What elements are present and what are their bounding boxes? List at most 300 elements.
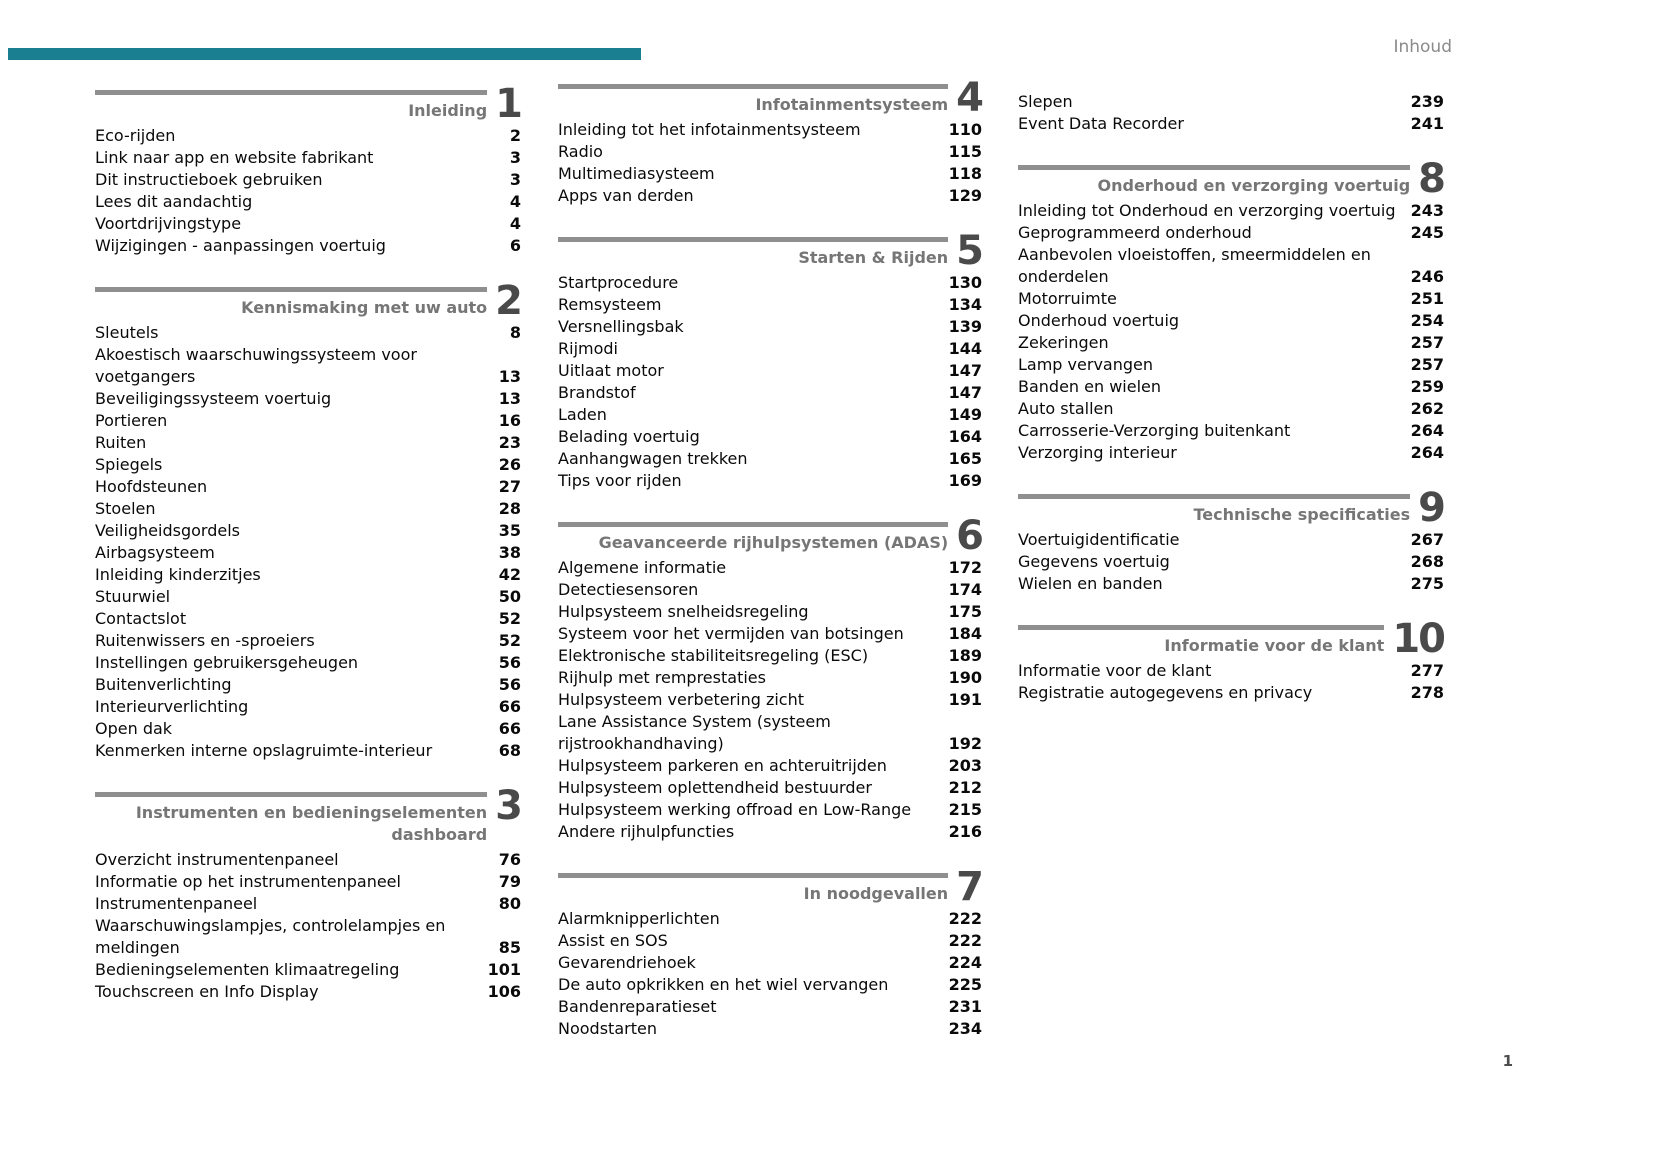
toc-entry <box>1018 113 1444 135</box>
toc-entry <box>558 404 982 426</box>
entry-label: Open dak <box>95 719 173 738</box>
section-header-left <box>95 792 487 846</box>
toc-entry <box>1018 332 1444 354</box>
entry-list <box>558 908 982 1040</box>
entry-page-number: 4 <box>509 192 521 211</box>
entry-page-number: 259 <box>1410 377 1444 396</box>
toc-entry <box>1018 660 1444 682</box>
entry-label: Rijhulp met remprestaties <box>558 668 766 687</box>
entry-label: Rijmodi <box>558 339 618 358</box>
toc-entry <box>558 711 982 755</box>
toc-entry <box>95 147 521 169</box>
section-title: In noodgevallen <box>803 884 949 903</box>
entry-label: Informatie voor de klant <box>1018 661 1212 680</box>
section-rule <box>95 90 487 95</box>
section-header-left <box>1018 165 1410 197</box>
entry-page-number: 192 <box>948 734 982 753</box>
toc-entry <box>558 141 982 163</box>
toc-entry <box>558 930 982 952</box>
entry-label: Detectiesensoren <box>558 580 699 599</box>
entry-page-number: 101 <box>487 960 521 979</box>
section-header-left <box>558 84 948 116</box>
page-header-label: Inhoud <box>1393 37 1452 57</box>
section-chapter-number: 4 <box>956 75 982 121</box>
entry-page-number: 277 <box>1410 661 1444 680</box>
entry-page-number: 134 <box>948 295 982 314</box>
section-chapter-number: 3 <box>495 783 521 829</box>
toc-entry <box>95 915 521 959</box>
entry-label: Hulpsysteem parkeren en achteruitrijden <box>558 756 887 775</box>
section-rule <box>1018 165 1410 170</box>
entry-page-number: 6 <box>509 236 521 255</box>
toc-entry <box>558 163 982 185</box>
toc-entry <box>558 689 982 711</box>
entry-label: Kenmerken interne opslagruimte-interieur <box>95 741 433 760</box>
section-header <box>558 864 982 910</box>
toc-entry <box>1018 682 1444 704</box>
section-header-left <box>558 873 948 905</box>
section-chapter-number: 5 <box>956 228 982 274</box>
entry-page-number: 42 <box>498 565 521 584</box>
entry-label: Belading voertuig <box>558 427 700 446</box>
toc-entry <box>95 213 521 235</box>
entry-label: Hulpsysteem werking offroad en Low-Range <box>558 800 912 819</box>
toc-entry <box>95 542 521 564</box>
entry-label: Link naar app en website fabrikant <box>95 148 374 167</box>
toc-section <box>1018 485 1444 595</box>
entry-label: Stuurwiel <box>95 587 171 606</box>
entry-label: Lees dit aandachtig <box>95 192 253 211</box>
entry-page-number: 231 <box>948 997 982 1016</box>
toc-entry <box>558 996 982 1018</box>
section-chapter-number: 2 <box>495 278 521 324</box>
section-rule <box>1018 494 1410 499</box>
toc-section-continuation <box>1018 91 1444 135</box>
entry-page-number: 191 <box>948 690 982 709</box>
toc-entry <box>1018 551 1444 573</box>
entry-page-number: 79 <box>498 872 521 891</box>
entry-label: Wijzigingen - aanpassingen voertuig <box>95 236 386 255</box>
toc-entry <box>95 893 521 915</box>
toc-entry <box>95 849 521 871</box>
toc-entry <box>1018 529 1444 551</box>
toc-entry <box>558 799 982 821</box>
toc-section <box>558 75 982 207</box>
toc-entry <box>95 388 521 410</box>
toc-entry <box>1018 310 1444 332</box>
toc-column <box>1018 88 1444 704</box>
entry-label: Voertuigidentificatie <box>1018 530 1180 549</box>
entry-page-number: 3 <box>509 170 521 189</box>
entry-label: Gevarendriehoek <box>558 953 696 972</box>
entry-page-number: 203 <box>948 756 982 775</box>
entry-page-number: 144 <box>948 339 982 358</box>
entry-page-number: 139 <box>948 317 982 336</box>
entry-label: Apps van derden <box>558 186 694 205</box>
entry-label: Geprogrammeerd onderhoud <box>1018 223 1252 242</box>
entry-label: Startprocedure <box>558 273 679 292</box>
entry-page-number: 8 <box>509 323 521 342</box>
section-rule <box>95 287 487 292</box>
toc-entry <box>95 696 521 718</box>
entry-page-number: 147 <box>948 383 982 402</box>
toc-entry <box>95 191 521 213</box>
toc-entry <box>95 871 521 893</box>
entry-list <box>558 119 982 207</box>
entry-page-number: 212 <box>948 778 982 797</box>
section-title: Instrumenten en bedieningselementen dashboard <box>135 803 488 844</box>
entry-label: Registratie autogegevens en privacy <box>1018 683 1313 702</box>
entry-page-number: 13 <box>498 389 521 408</box>
section-header <box>95 278 521 324</box>
entry-label: Waarschuwingslampjes, controlelampjes en meldingen <box>95 916 446 957</box>
section-rule <box>1018 625 1384 630</box>
toc-entry <box>558 470 982 492</box>
toc-entry <box>558 623 982 645</box>
entry-page-number: 215 <box>948 800 982 819</box>
toc-entry <box>1018 398 1444 420</box>
entry-label: Aanbevolen vloeistoffen, smeermiddelen en onderdelen <box>1018 245 1371 286</box>
toc-entry <box>1018 288 1444 310</box>
toc-entry <box>95 476 521 498</box>
entry-page-number: 130 <box>948 273 982 292</box>
entry-list <box>558 557 982 843</box>
toc-section <box>558 513 982 843</box>
entry-label: Buitenverlichting <box>95 675 232 694</box>
entry-page-number: 257 <box>1410 333 1444 352</box>
toc-entry <box>558 821 982 843</box>
entry-label: Lamp vervangen <box>1018 355 1153 374</box>
toc-entry <box>558 755 982 777</box>
toc-entry <box>1018 91 1444 113</box>
entry-label: Tips voor rijden <box>558 471 682 490</box>
entry-page-number: 147 <box>948 361 982 380</box>
entry-page-number: 184 <box>948 624 982 643</box>
entry-label: Brandstof <box>558 383 636 402</box>
entry-page-number: 216 <box>948 822 982 841</box>
entry-page-number: 267 <box>1410 530 1444 549</box>
section-header <box>95 81 521 127</box>
entry-page-number: 23 <box>498 433 521 452</box>
entry-label: Aanhangwagen trekken <box>558 449 748 468</box>
entry-page-number: 16 <box>498 411 521 430</box>
section-rule <box>558 237 948 242</box>
toc-entry <box>558 908 982 930</box>
section-title: Informatie voor de klant <box>1164 636 1385 655</box>
section-chapter-number: 9 <box>1418 485 1444 531</box>
section-rule <box>558 84 948 89</box>
entry-label: Overzicht instrumentenpaneel <box>95 850 339 869</box>
entry-page-number: 264 <box>1410 421 1444 440</box>
toc-entry <box>95 674 521 696</box>
section-title: Onderhoud en verzorging voertuig <box>1097 176 1411 195</box>
entry-list <box>558 272 982 492</box>
entry-page-number: 66 <box>498 697 521 716</box>
toc-entry <box>558 360 982 382</box>
entry-page-number: 2 <box>509 126 521 145</box>
toc-column <box>558 75 982 1040</box>
entry-list <box>1018 91 1444 135</box>
toc-entry <box>1018 573 1444 595</box>
section-header <box>95 783 521 846</box>
entry-label: Elektronische stabiliteitsregeling (ESC) <box>558 646 869 665</box>
section-header <box>558 75 982 121</box>
entry-label: Onderhoud voertuig <box>1018 311 1180 330</box>
toc-entry <box>558 1018 982 1040</box>
toc-entry <box>558 777 982 799</box>
entry-list <box>95 125 521 257</box>
entry-page-number: 254 <box>1410 311 1444 330</box>
section-chapter-number: 6 <box>956 513 982 559</box>
section-title: Infotainmentsysteem <box>755 95 949 114</box>
section-rule <box>558 522 948 527</box>
entry-label: Bedieningselementen klimaatregeling <box>95 960 400 979</box>
entry-label: Ruitenwissers en -sproeiers <box>95 631 315 650</box>
entry-label: Assist en SOS <box>558 931 668 950</box>
entry-label: Uitlaat motor <box>558 361 664 380</box>
section-chapter-number: 8 <box>1418 156 1444 202</box>
toc-section <box>1018 156 1444 464</box>
entry-label: Hoofdsteunen <box>95 477 208 496</box>
entry-page-number: 110 <box>948 120 982 139</box>
toc-entry <box>95 586 521 608</box>
entry-label: Interieurverlichting <box>95 697 249 716</box>
toc-entry <box>1018 200 1444 222</box>
entry-label: Algemene informatie <box>558 558 727 577</box>
entry-page-number: 169 <box>948 471 982 490</box>
entry-label: Andere rijhulpfuncties <box>558 822 735 841</box>
entry-page-number: 4 <box>509 214 521 233</box>
toc-entry <box>95 410 521 432</box>
section-header-left <box>1018 625 1384 657</box>
entry-label: Eco-rijden <box>95 126 176 145</box>
toc-entry <box>558 272 982 294</box>
toc-section <box>95 783 521 1003</box>
toc-entry <box>558 952 982 974</box>
toc-entry <box>1018 376 1444 398</box>
section-chapter-number: 1 <box>495 81 521 127</box>
entry-label: Noodstarten <box>558 1019 657 1038</box>
toc-entry <box>95 959 521 981</box>
entry-page-number: 190 <box>948 668 982 687</box>
entry-page-number: 76 <box>498 850 521 869</box>
toc-column <box>95 81 521 1003</box>
entry-page-number: 243 <box>1410 201 1444 220</box>
entry-page-number: 225 <box>948 975 982 994</box>
toc-entry <box>558 448 982 470</box>
toc-entry <box>558 579 982 601</box>
entry-list <box>1018 200 1444 464</box>
toc-section <box>95 278 521 762</box>
section-header <box>1018 485 1444 531</box>
entry-page-number: 66 <box>498 719 521 738</box>
section-rule <box>95 792 487 797</box>
entry-page-number: 85 <box>498 938 521 957</box>
toc-entry <box>95 344 521 388</box>
toc-entry <box>95 432 521 454</box>
entry-page-number: 262 <box>1410 399 1444 418</box>
toc-section <box>1018 616 1444 704</box>
toc-entry <box>1018 244 1444 288</box>
entry-page-number: 35 <box>498 521 521 540</box>
entry-label: Event Data Recorder <box>1018 114 1184 133</box>
entry-page-number: 278 <box>1410 683 1444 702</box>
entry-label: Versnellingsbak <box>558 317 684 336</box>
entry-label: Carrosserie-Verzorging buitenkant <box>1018 421 1291 440</box>
entry-list <box>1018 529 1444 595</box>
entry-page-number: 27 <box>498 477 521 496</box>
toc-entry <box>1018 354 1444 376</box>
toc-section <box>558 864 982 1040</box>
entry-page-number: 52 <box>498 609 521 628</box>
toc-entry <box>95 322 521 344</box>
toc-entry <box>95 608 521 630</box>
entry-page-number: 172 <box>948 558 982 577</box>
entry-label: Auto stallen <box>1018 399 1114 418</box>
entry-label: Remsysteem <box>558 295 662 314</box>
section-title: Starten & Rijden <box>798 248 949 267</box>
entry-label: Contactslot <box>95 609 187 628</box>
entry-page-number: 28 <box>498 499 521 518</box>
entry-page-number: 106 <box>487 982 521 1001</box>
entry-label: Wielen en banden <box>1018 574 1163 593</box>
entry-page-number: 165 <box>948 449 982 468</box>
entry-label: Voortdrijvingstype <box>95 214 242 233</box>
entry-page-number: 56 <box>498 653 521 672</box>
toc-entry <box>95 520 521 542</box>
toc-entry <box>558 294 982 316</box>
toc-entry <box>558 974 982 996</box>
entry-label: Inleiding kinderzitjes <box>95 565 261 584</box>
entry-label: Beveiligingssysteem voertuig <box>95 389 332 408</box>
section-rule <box>558 873 948 878</box>
section-title: Inleiding <box>408 101 488 120</box>
toc-entry <box>558 557 982 579</box>
section-header <box>558 228 982 274</box>
toc-entry <box>95 718 521 740</box>
toc-entry <box>1018 222 1444 244</box>
entry-page-number: 234 <box>948 1019 982 1038</box>
section-header <box>1018 156 1444 202</box>
entry-page-number: 264 <box>1410 443 1444 462</box>
toc-entry <box>558 119 982 141</box>
toc-entry <box>558 185 982 207</box>
toc-entry <box>95 740 521 762</box>
entry-list <box>95 322 521 762</box>
toc-entry <box>558 316 982 338</box>
toc-entry <box>95 630 521 652</box>
entry-label: Gegevens voertuig <box>1018 552 1170 571</box>
section-header-left <box>558 237 948 269</box>
section-header <box>1018 616 1444 662</box>
entry-label: Systeem voor het vermijden van botsingen <box>558 624 904 643</box>
toc-entry <box>558 645 982 667</box>
toc-section <box>95 81 521 257</box>
toc-entry <box>95 235 521 257</box>
entry-page-number: 26 <box>498 455 521 474</box>
entry-page-number: 222 <box>948 931 982 950</box>
entry-label: Multimediasysteem <box>558 164 715 183</box>
section-title: Technische specificaties <box>1193 505 1411 524</box>
toc-entry <box>95 169 521 191</box>
entry-label: Instellingen gebruikersgeheugen <box>95 653 359 672</box>
entry-page-number: 245 <box>1410 223 1444 242</box>
section-header <box>558 513 982 559</box>
toc-entry <box>1018 420 1444 442</box>
entry-label: Instrumentenpaneel <box>95 894 258 913</box>
toc-entry <box>558 426 982 448</box>
entry-label: Akoestisch waarschuwingssysteem voor voetgangers <box>95 345 417 386</box>
section-chapter-number: 10 <box>1392 616 1444 662</box>
toc-entry <box>95 564 521 586</box>
entry-label: Inleiding tot het infotainmentsysteem <box>558 120 861 139</box>
section-header-left <box>95 90 487 122</box>
entry-label: Hulpsysteem verbetering zicht <box>558 690 805 709</box>
entry-page-number: 246 <box>1410 267 1444 286</box>
section-chapter-number: 7 <box>956 864 982 910</box>
entry-page-number: 268 <box>1410 552 1444 571</box>
entry-label: Ruiten <box>95 433 147 452</box>
entry-page-number: 68 <box>498 741 521 760</box>
entry-page-number: 80 <box>498 894 521 913</box>
entry-page-number: 50 <box>498 587 521 606</box>
entry-label: Bandenreparatieset <box>558 997 717 1016</box>
entry-page-number: 174 <box>948 580 982 599</box>
entry-page-number: 118 <box>948 164 982 183</box>
entry-page-number: 222 <box>948 909 982 928</box>
entry-label: Motorruimte <box>1018 289 1117 308</box>
entry-label: Informatie op het instrumentenpaneel <box>95 872 401 891</box>
entry-page-number: 56 <box>498 675 521 694</box>
entry-label: De auto opkrikken en het wiel vervangen <box>558 975 889 994</box>
entry-page-number: 115 <box>948 142 982 161</box>
entry-label: Touchscreen en Info Display <box>95 982 319 1001</box>
entry-page-number: 224 <box>948 953 982 972</box>
toc-entry <box>558 601 982 623</box>
entry-page-number: 257 <box>1410 355 1444 374</box>
section-title: Geavanceerde rijhulpsystemen (ADAS) <box>598 533 949 552</box>
entry-label: Airbagsysteem <box>95 543 215 562</box>
entry-label: Stoelen <box>95 499 156 518</box>
entry-label: Dit instructieboek gebruiken <box>95 170 323 189</box>
toc-entry <box>558 382 982 404</box>
toc-entry <box>95 981 521 1003</box>
entry-page-number: 251 <box>1410 289 1444 308</box>
entry-label: Zekeringen <box>1018 333 1109 352</box>
section-title: Kennismaking met uw auto <box>241 298 488 317</box>
toc-entry <box>558 338 982 360</box>
entry-list <box>95 849 521 1003</box>
page-number: 1 <box>1502 1052 1513 1070</box>
entry-label: Alarmknipperlichten <box>558 909 720 928</box>
entry-label: Hulpsysteem snelheidsregeling <box>558 602 809 621</box>
entry-label: Radio <box>558 142 603 161</box>
entry-page-number: 52 <box>498 631 521 650</box>
entry-label: Lane Assistance System (systeem rijstrookhandhaving) <box>558 712 831 753</box>
entry-list <box>1018 660 1444 704</box>
entry-page-number: 13 <box>498 367 521 386</box>
entry-page-number: 239 <box>1410 92 1444 111</box>
section-header-left <box>558 522 948 554</box>
toc-entry <box>1018 442 1444 464</box>
entry-label: Hulpsysteem oplettendheid bestuurder <box>558 778 872 797</box>
entry-label: Inleiding tot Onderhoud en verzorging voertuig <box>1018 201 1396 220</box>
entry-page-number: 129 <box>948 186 982 205</box>
entry-page-number: 241 <box>1410 114 1444 133</box>
toc-entry <box>95 454 521 476</box>
entry-label: Sleutels <box>95 323 159 342</box>
entry-page-number: 149 <box>948 405 982 424</box>
